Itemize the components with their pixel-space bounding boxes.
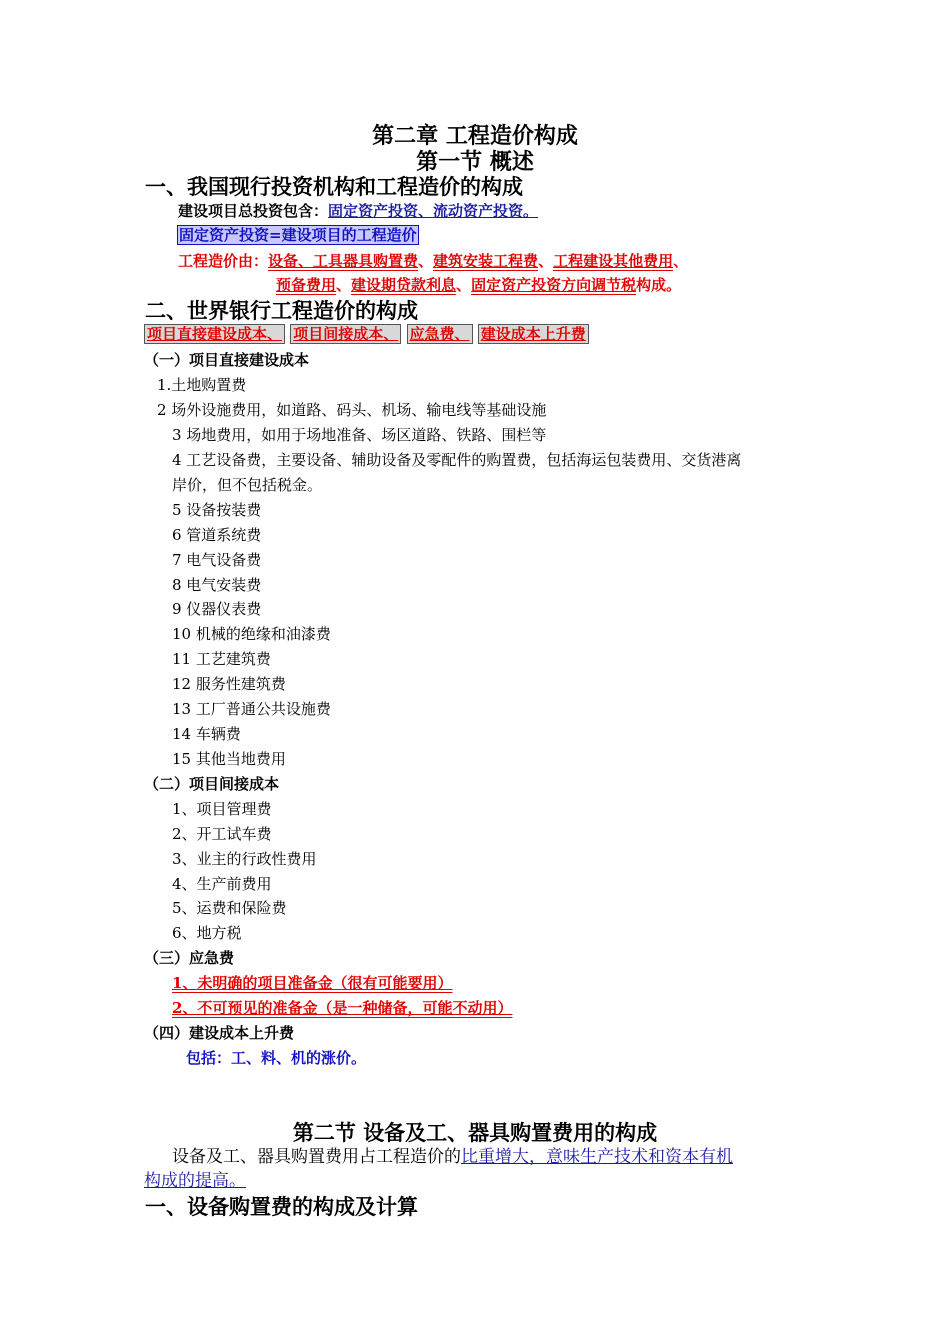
cost-sep: 、 bbox=[456, 276, 472, 294]
section1-title: 第一节 概述 bbox=[416, 149, 534, 175]
wb-item-contingency: 应急费、 bbox=[407, 324, 473, 344]
invest-value: 固定资产投资、流动资产投资。 bbox=[328, 202, 539, 220]
section2-para-link: 构成的提高。 bbox=[144, 1171, 246, 1191]
heading-worldbank: 二、世界银行工程造价的构成 bbox=[145, 298, 418, 323]
fixed-asset-line bbox=[177, 227, 419, 244]
list-item: 6、地方税 bbox=[172, 924, 242, 942]
section2-para-line1 bbox=[172, 1148, 733, 1168]
sub4-note: 包括：工、料、机的涨价。 bbox=[186, 1049, 367, 1067]
list-item: 3、业主的行政性费用 bbox=[172, 850, 317, 868]
sub3-title: （三）应急费 bbox=[144, 949, 235, 967]
cost-sep: 、 bbox=[538, 252, 554, 270]
cost-sep: 、 bbox=[418, 252, 434, 270]
sub1-title: （一）项目直接建设成本 bbox=[144, 351, 310, 369]
wb-items bbox=[144, 326, 589, 343]
section2-para-prefix: 设备及工、器具购置费用占工程造价的 bbox=[172, 1147, 461, 1167]
wb-item-escalation: 建设成本上升费 bbox=[478, 324, 589, 344]
cost-prefix: 工程造价由： bbox=[178, 252, 269, 270]
list-item: 5、运费和保险费 bbox=[172, 899, 287, 917]
section2-para-link: 比重增大，意味生产技术和资本有机 bbox=[461, 1147, 733, 1167]
invest-prefix: 建设项目总投资包含： bbox=[178, 202, 329, 220]
contingency-item: 1、未明确的项目准备金（很有可能要用） bbox=[172, 974, 453, 992]
list-item: 8 电气安装费 bbox=[172, 576, 262, 594]
contingency-item: 2、不可预见的准备金（是一种储备，可能不动用） bbox=[172, 999, 513, 1017]
heading-equipment: 一、设备购置费的构成及计算 bbox=[145, 1194, 418, 1219]
list-item: 4 工艺设备费，主要设备、辅助设备及零配件的购置费，包括海运包装费用、交货港离 bbox=[172, 451, 742, 469]
cost-item: 预备费用 bbox=[276, 276, 337, 294]
cost-sep: 、 bbox=[673, 252, 689, 270]
chapter-title: 第二章 工程造价构成 bbox=[372, 123, 578, 149]
cost-item: 建筑安装工程费 bbox=[433, 252, 539, 270]
list-item: 4、生产前费用 bbox=[172, 875, 272, 893]
list-item: 7 电气设备费 bbox=[172, 551, 262, 569]
list-item: 岸价，但不包括税金。 bbox=[172, 476, 323, 494]
wb-item-indirect: 项目间接成本、 bbox=[290, 324, 401, 344]
list-item: 14 车辆费 bbox=[172, 725, 241, 743]
cost-item: 设备、工具器具购置费 bbox=[268, 252, 419, 270]
sub4-title: （四）建设成本上升费 bbox=[144, 1024, 295, 1042]
list-item: 2、开工试车费 bbox=[172, 825, 272, 843]
fixed-asset-box: 固定资产投资=建设项目的工程造价 bbox=[179, 226, 417, 244]
list-item: 2 场外设施费用，如道路、码头、机场、输电线等基础设施 bbox=[157, 401, 547, 419]
list-item: 6 管道系统费 bbox=[172, 526, 262, 544]
section2-title: 第二节 设备及工、器具购置费用的构成 bbox=[292, 1120, 658, 1145]
cost-item: 固定资产投资方向调节税 bbox=[471, 276, 637, 294]
cost-line-2 bbox=[276, 277, 681, 294]
cost-line-1 bbox=[178, 253, 688, 270]
wb-item-direct: 项目直接建设成本、 bbox=[144, 324, 285, 344]
invest-line bbox=[178, 203, 538, 220]
section2-para-line2 bbox=[144, 1172, 246, 1192]
sub2-title: （二）项目间接成本 bbox=[144, 775, 280, 793]
list-item: 1、项目管理费 bbox=[172, 800, 272, 818]
cost-item: 建设期贷款利息 bbox=[351, 276, 457, 294]
list-item: 3 场地费用，如用于场地准备、场区道路、铁路、围栏等 bbox=[172, 426, 547, 444]
list-item: 1.土地购置费 bbox=[157, 376, 247, 394]
list-item: 5 设备按装费 bbox=[172, 501, 262, 519]
cost-sep: 、 bbox=[336, 276, 352, 294]
list-item: 10 机械的绝缘和油漆费 bbox=[172, 625, 331, 643]
heading-domestic: 一、我国现行投资机构和工程造价的构成 bbox=[145, 174, 523, 199]
cost-suffix: 构成。 bbox=[636, 276, 682, 294]
list-item bbox=[172, 1000, 512, 1017]
list-item: 9 仪器仪表费 bbox=[172, 600, 262, 618]
list-item: 11 工艺建筑费 bbox=[172, 650, 271, 668]
list-item: 15 其他当地费用 bbox=[172, 750, 286, 768]
list-item: 13 工厂普通公共设施费 bbox=[172, 700, 331, 718]
cost-item: 工程建设其他费用 bbox=[553, 252, 674, 270]
list-item bbox=[172, 975, 452, 992]
list-item: 12 服务性建筑费 bbox=[172, 675, 286, 693]
